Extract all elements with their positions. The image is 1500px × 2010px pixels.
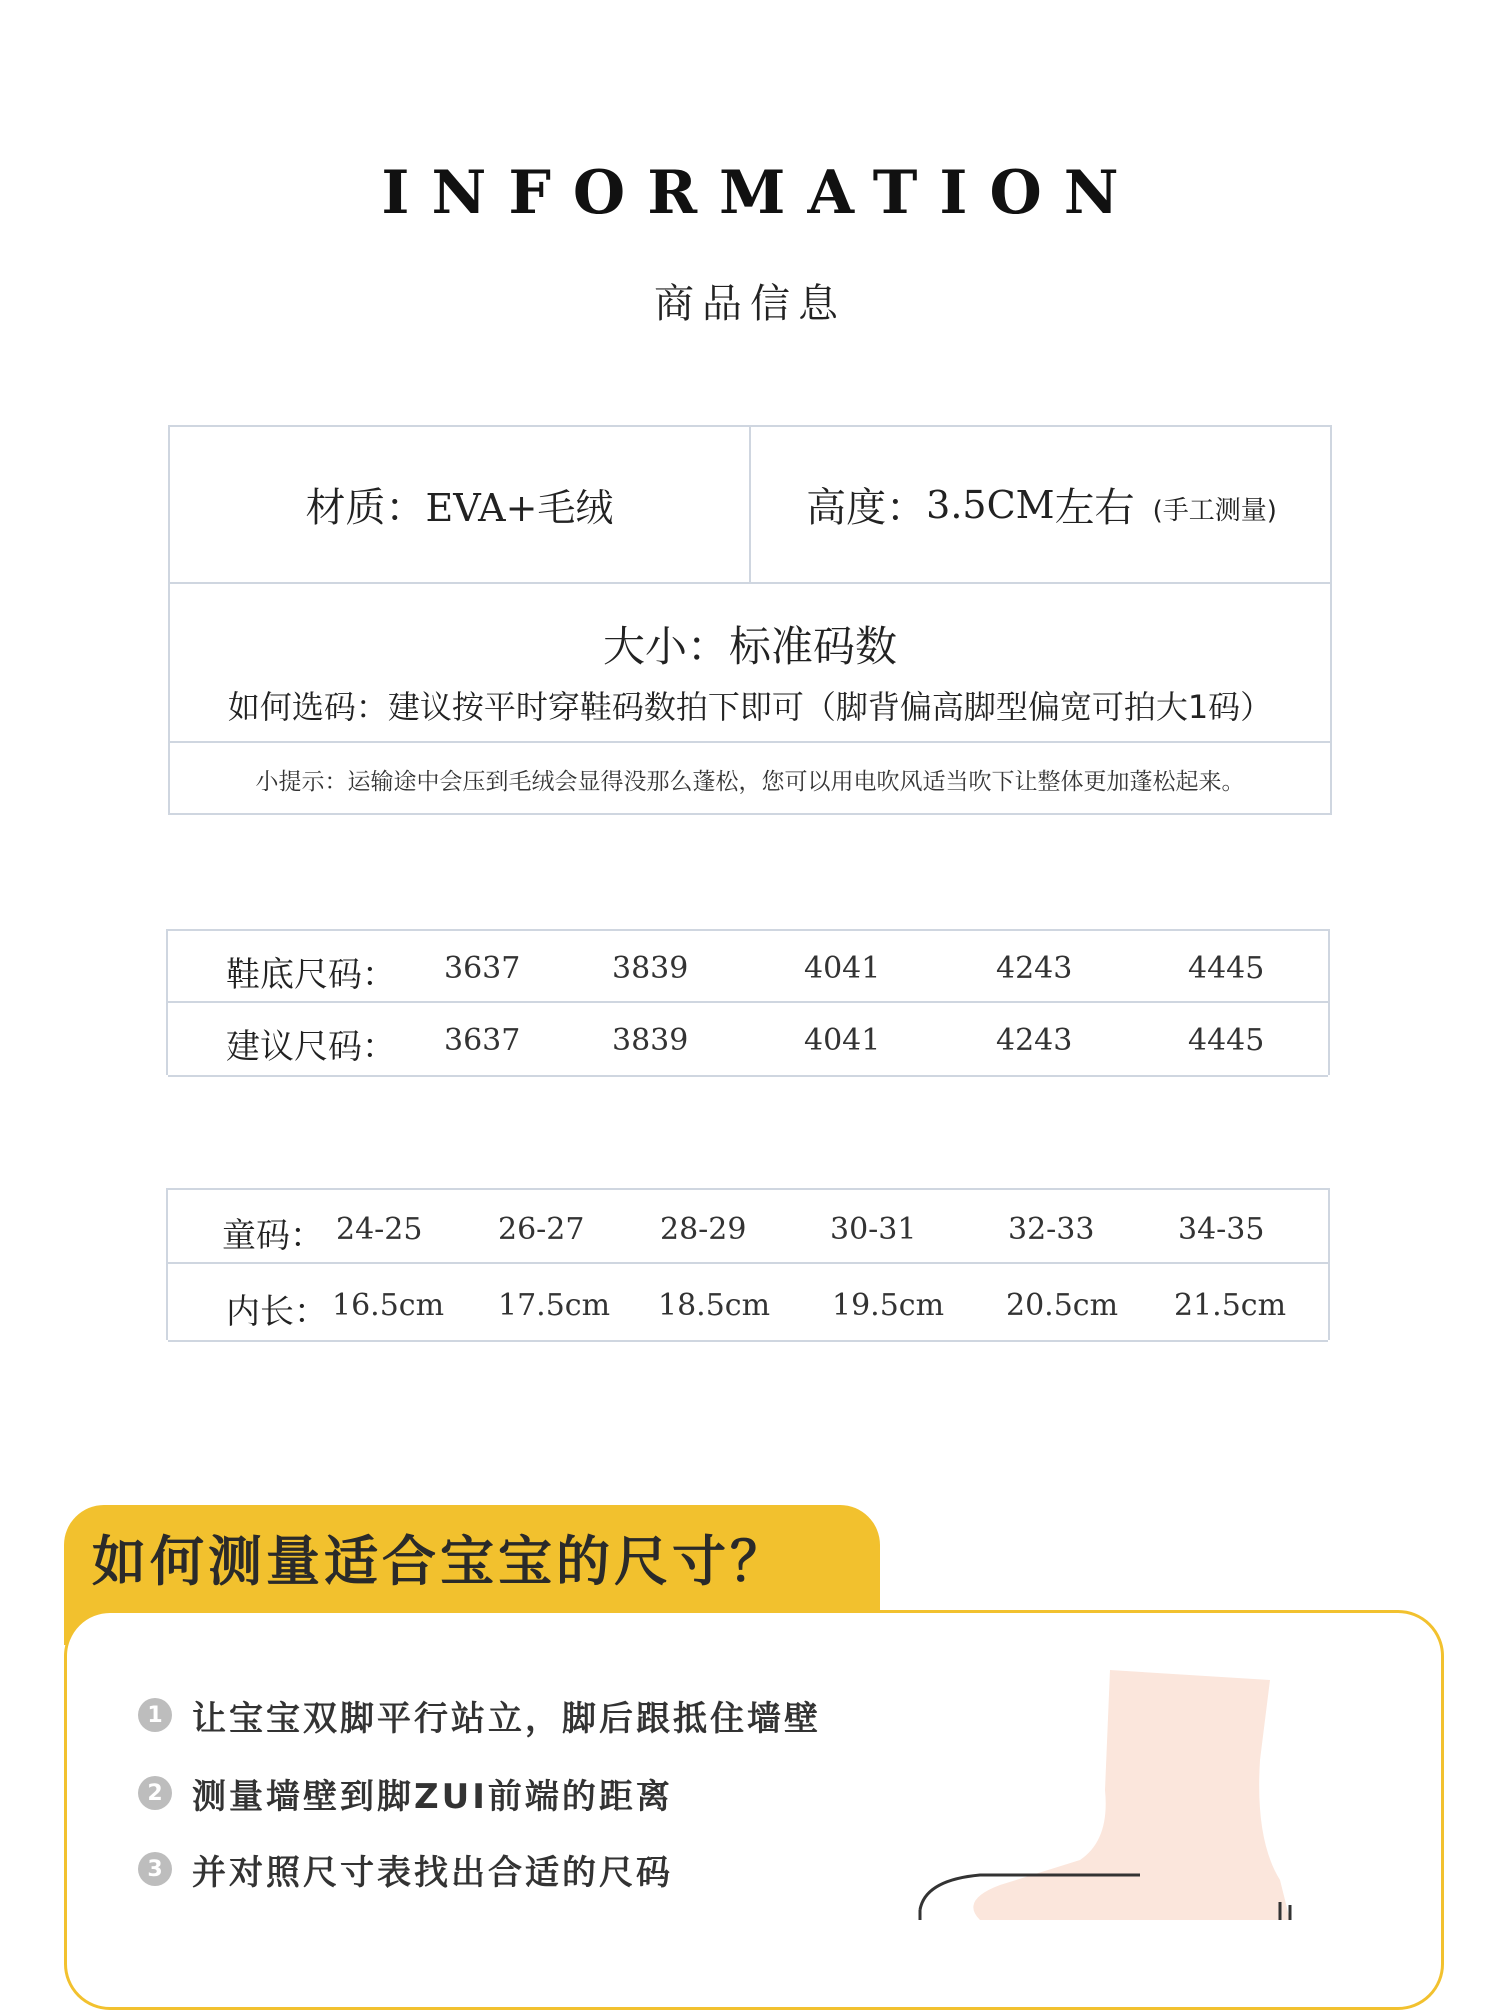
step-text: 让宝宝双脚平行站立，脚后跟抵住墙壁 [192, 1698, 821, 1739]
table-cell: 30-31 [830, 1212, 917, 1247]
table-cell: 18.5cm [658, 1288, 771, 1323]
info-box [168, 425, 1332, 815]
table-row [168, 931, 1328, 1003]
table-row [168, 1190, 1328, 1264]
table-cell: 4445 [1188, 951, 1265, 986]
info-row-size [170, 584, 1330, 743]
table-cell: 4041 [804, 951, 881, 986]
table-cell: 17.5cm [498, 1288, 611, 1323]
height-label: 高度： [806, 485, 927, 531]
measure-step-3 [138, 1844, 673, 1894]
row-label: 内长： [226, 1292, 328, 1332]
kids-size-table [166, 1188, 1330, 1340]
table-cell: 34-35 [1178, 1212, 1265, 1247]
measure-step-1 [138, 1690, 821, 1740]
size-table [166, 929, 1330, 1075]
page-title: INFORMATION [381, 158, 1141, 228]
step-text: 并对照尺寸表找出合适的尺码 [192, 1852, 673, 1893]
material-cell [170, 427, 751, 582]
table-cell: 3839 [612, 1023, 689, 1058]
table-cell: 3637 [444, 951, 521, 986]
table-cell: 21.5cm [1174, 1288, 1287, 1323]
row-label: 童码： [222, 1216, 324, 1256]
height-cell [751, 427, 1332, 582]
height-value: 3.5CM [926, 482, 1055, 527]
step-text: 测量墙壁到脚ZUI前端的距离 [192, 1776, 673, 1817]
material-value: EVA+毛绒 [425, 486, 614, 530]
size-label: 大小：标准码数 [602, 622, 897, 671]
row-label: 鞋底尺码： [226, 955, 396, 995]
table-cell: 32-33 [1008, 1212, 1095, 1247]
info-row-material-height [170, 427, 1330, 584]
measure-step-2 [138, 1768, 673, 1818]
table-cell: 26-27 [498, 1212, 585, 1247]
material-label: 材质： [305, 485, 426, 531]
table-cell: 4243 [996, 1023, 1073, 1058]
table-cell: 20.5cm [1006, 1288, 1119, 1323]
table-cell: 24-25 [336, 1212, 423, 1247]
table-cell: 4243 [996, 951, 1073, 986]
table-cell: 4445 [1188, 1023, 1265, 1058]
height-suffix: 左右 [1054, 485, 1135, 531]
step-number-badge: 1 [138, 1698, 172, 1732]
table-cell: 3637 [444, 1023, 521, 1058]
measure-title: 如何测量适合宝宝的尺寸？ [92, 1530, 788, 1593]
table-row [168, 1264, 1328, 1342]
table-cell: 4041 [804, 1023, 881, 1058]
table-row [168, 1003, 1328, 1077]
height-note: (手工测量) [1152, 496, 1277, 526]
foot-illustration-icon [900, 1670, 1320, 1920]
page-subtitle: 商品信息 [654, 281, 846, 327]
table-cell: 28-29 [660, 1212, 747, 1247]
table-cell: 16.5cm [332, 1288, 445, 1323]
tip-text: 小提示：运输途中会压到毛绒会显得没那么蓬松，您可以用电吹风适当吹下让整体更加蓬松起来。 [255, 769, 1245, 795]
table-cell: 19.5cm [832, 1288, 945, 1323]
table-cell: 3839 [612, 951, 689, 986]
row-label: 建议尺码： [226, 1027, 396, 1067]
step-number-badge: 3 [138, 1852, 172, 1886]
step-number-badge: 2 [138, 1776, 172, 1810]
how-choose-text: 如何选码：建议按平时穿鞋码数拍下即可（脚背偏高脚型偏宽可拍大1码） [227, 688, 1273, 726]
